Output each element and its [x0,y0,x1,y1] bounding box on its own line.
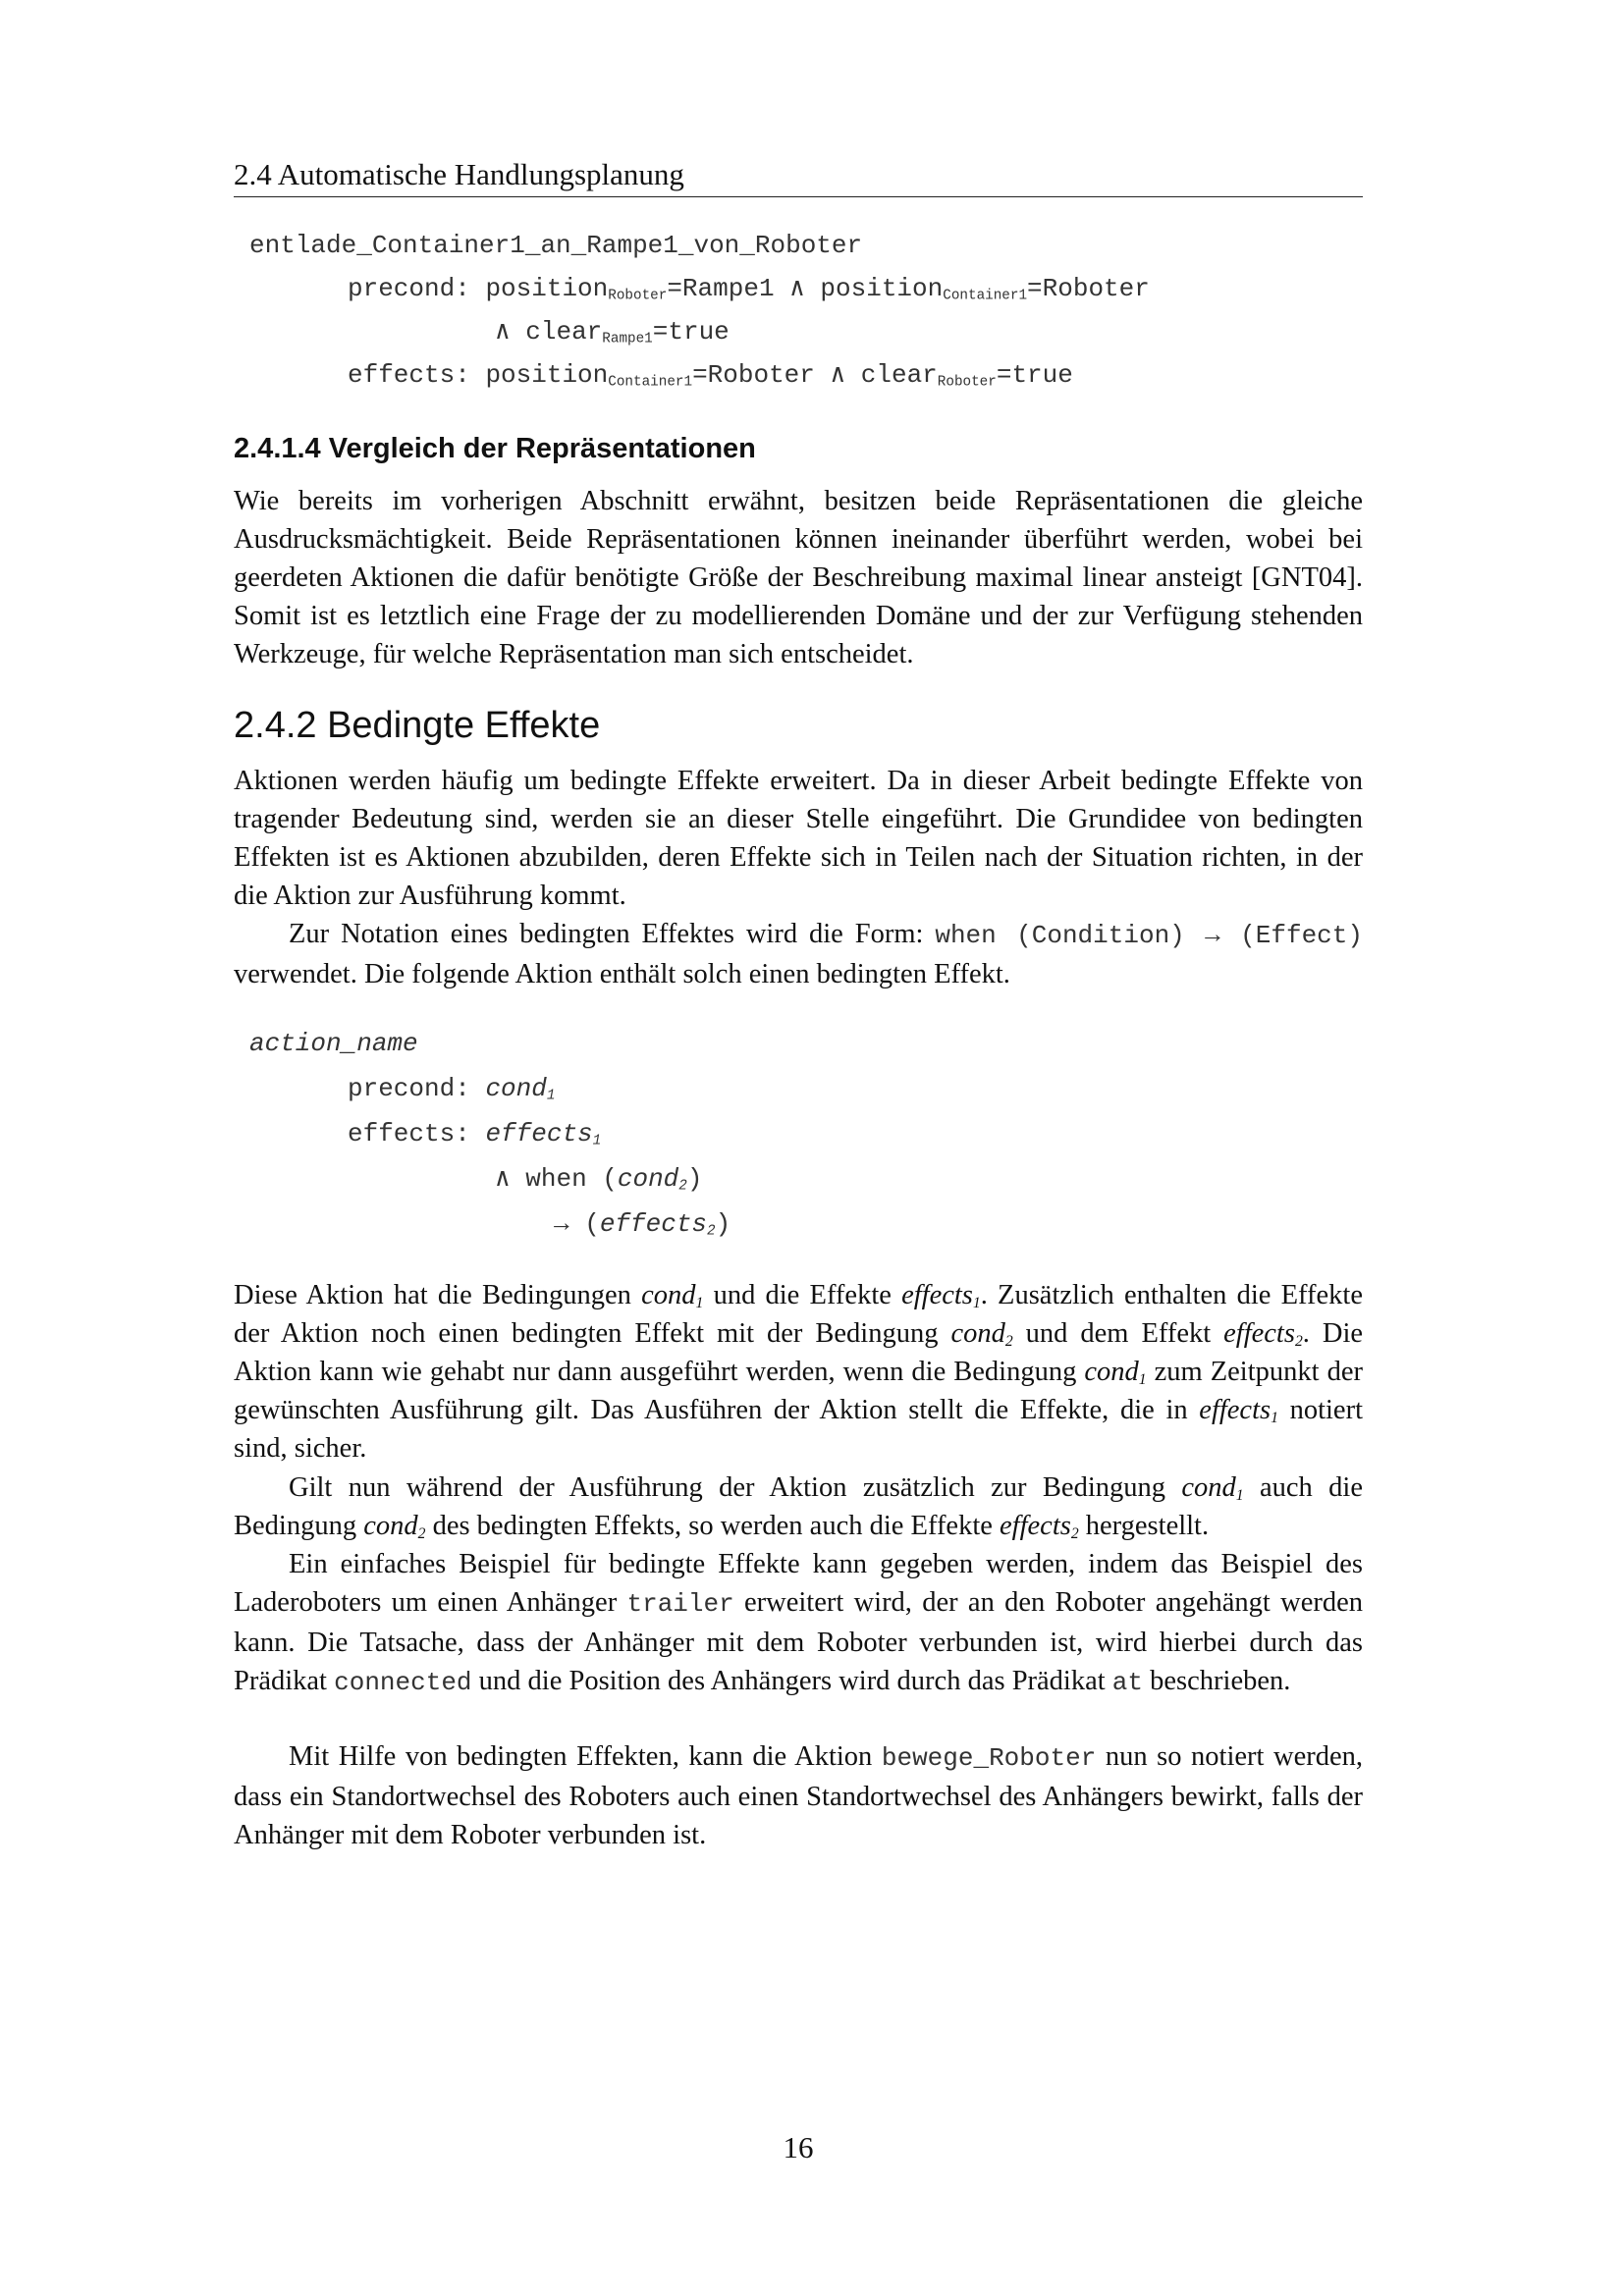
code-effects-2: effects: effects$_1$ [348,1119,602,1149]
heading-2-4-2: 2.4.2 Bedingte Effekte [234,705,601,746]
paragraph-bedingte-intro: Aktionen werden häufig um bedingte Effekte erweitert. Da in dieser Arbeit bedingte Effekte von tragender Bedeutung sind, werden sie an dieser Stelle eingeführt. Die Grundidee von bedingten Effekten ist es Aktionen abzubilden, deren Effekte sich in Teilen nach der Situation richten, in der die Aktion zur Ausführung kommt. [234,766,1363,911]
code-action-name: entlade_Container1_an_Rampe1_von_Roboter [249,231,863,260]
inline-code-trailer: trailer [626,1589,734,1619]
code-effects-line: effects: position$_{Container1}$=Roboter ∧ clear$_{Roboter}$=true [348,360,1073,391]
inline-code-when: when (Condition) → (Effect) [935,921,1363,950]
page-number: 16 [783,2130,814,2164]
paragraph-notation: Zur Notation eines bedingten Effektes wird die Form: when (Condition) → (Effect) verwendet. Die folgende Aktion enthält solch einen bedingten Effekt. [234,919,1363,989]
paragraph-beispiel: Ein einfaches Beispiel für bedingte Effekte kann gegeben werden, indem das Beispiel des Laderoboters um einen Anhänger trailer erweitert wird, der an den Roboter angehängt werden kann. Die Tatsache, dass der Anhänger mit dem Roboter verbunden ist, wird hierbei durch das Prädikat connected und die Position des Anhängers wird durch das Prädikat at beschrieben. [234,1549,1363,1697]
paragraph-gilt-nun: Gilt nun während der Ausführung der Aktion zusätzlich zur Bedingung cond$_1$ auch die Bedingung cond$_2$ des bedingten Effekts, so werden auch die Effekte effects$_2$ hergestellt. [234,1472,1363,1542]
inline-code-connected: connected [334,1668,472,1697]
running-header: 2.4 Automatische Handlungsplanung [234,155,1363,197]
paragraph-vergleich: Wie bereits im vorherigen Abschnitt erwähnt, besitzen beide Repräsentationen die gleiche Ausdrucksmächtigkeit. Beide Repräsentationen können ineinander überführt werden, wobei bei geerdeten Aktionen die dafür benötigte Größe der Beschreibung maximal linear ansteigt [GNT04]. Somit ist es letztlich eine Frage der zu modellierenden Domäne und der zur Verfügung stehenden Werkzeuge, für welche Repräsentation man sich entscheidet. [234,486,1363,669]
heading-2-4-1-4: 2.4.1.4 Vergleich der Repräsentationen [234,433,756,464]
code-arrow-line: → (effects$_2$) [554,1209,731,1240]
inline-code-bewege: bewege_Roboter [881,1743,1097,1773]
code-block-entlade [249,224,1349,400]
code-when-line: ∧ when (cond$_2$) [495,1164,703,1195]
code-block-action [249,1021,1349,1247]
inline-code-at: at [1111,1668,1144,1697]
code-precond-line: precond: position$_{Roboter}$=Rampe1 ∧ position$_{Container1}$=Roboter [348,274,1150,304]
code-precond-2: precond: cond$_1$ [348,1074,556,1104]
paragraph-mit-hilfe: Mit Hilfe von bedingten Effekten, kann die Aktion bewege_Roboter nun so notiert werden, dass ein Standortwechsel des Roboters auch einen Standortwechsel des Anhängers bewirkt, falls der Anhänger mit dem Roboter verbunden ist. [234,1741,1364,1850]
code-action-name-2: action_name [249,1029,418,1058]
paragraph-aktion-bedingungen: Diese Aktion hat die Bedingungen cond$_1$ und die Effekte effects$_1$. Zusätzlich enthalten die Effekte der Aktion noch einen bedingten Effekt mit der Bedingung cond$_2$ und dem Effekt effects$_2$. Die Aktion kann wie gehabt nur dann ausgeführt werden, wenn die Bedingung cond$_1$ zum Zeitpunkt der gewünschten Ausführung gilt. Das Ausführen der Aktion stellt die Effekte, die in effects$_1$ notiert sind, sicher. [234,1280,1364,1464]
code-precond-cont: ∧ clear$_{Rampe1}$=true [495,317,730,347]
